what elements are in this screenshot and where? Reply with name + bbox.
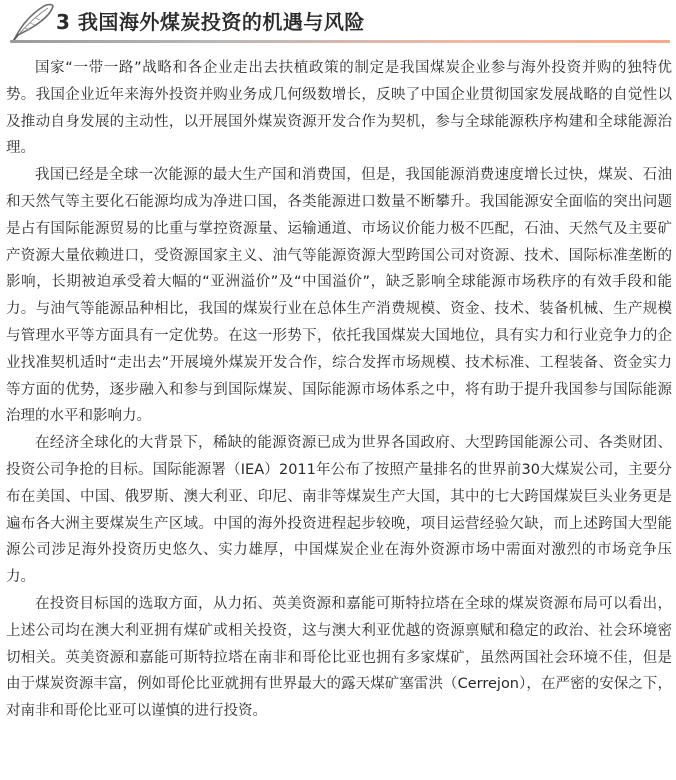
pen-nib-icon — [10, 2, 56, 42]
paragraph-1: 国家“一带一路”战略和各企业走出去扶植政策的制定是我国煤炭企业参与海外投资并购的独特优势。我国企业近年来海外投资并购业务成几何级数增长，反映了中国企业贯彻国家发展战略的自觉性以及推动自身发展的主动性，以开展国外煤炭资源开发合作为契机，参与全球能源秩序构建和全球能源治理。 — [6, 60, 672, 157]
paragraph-2: 我国已经是全球一次能源的最大生产国和消费国，但是，我国能源消费速度增长过快，煤炭、石油和天然气等主要化石能源均成为净进口国，各类能源进口数量不断攀升。我国能源安全面临的突出问题是占有国际能源贸易的比重与掌控资源量、运输通道、市场议价能力极不匹配，石油、天然气及主要矿产资源大量依赖进口，受资源国家主义、油气等能源资源大型跨国公司对资源、技术、国际标准垄断的影响，长期被迫承受着大幅的“亚洲溢价”及“中国溢价”，缺乏影响全球能源市场秩序的有效手段和能力。与油气等能源品种相比，我国的煤炭行业在总体生产消费规模、资金、技术、装备机械、生产规模与管理水平等方面具有一定优势。在这一形势下，依托我国煤炭大国地位，具有实力和行业竞争力的企业找准契机适时“走出去”开展境外煤炭开发合作，综合发挥市场规模、技术标准、工程装备、资金实力等方面的优势，逐步融入和参与到国际煤炭、国际能源市场体系之中，将有助于提升我国参与国际能源治理的水平和影响力。 — [6, 167, 672, 425]
article-body — [6, 55, 672, 725]
section-header — [0, 0, 676, 46]
paragraph-4: 在投资目标国的选取方面，从力拓、英美资源和嘉能可斯特拉塔在全球的煤炭资源布局可以看出，上述公司均在澳大利亚拥有煤矿或相关投资，这与澳大利亚优越的资源禀赋和稳定的政治、社会环境密切相关。英美资源和嘉能可斯特拉塔在南非和哥伦比亚也拥有多家煤矿，虽然两国社会环境不佳，但是由于煤炭资源丰富，例如哥伦比亚就拥有世界最大的露天煤矿塞雷洪（Cerrejon），在严密的安保之下，对南非和哥伦比亚可以谨慎的进行投资。 — [6, 595, 672, 720]
header-divider — [10, 40, 670, 43]
paragraph-3: 在经济全球化的大背景下，稀缺的能源资源已成为世界各国政府、大型跨国能源公司、各类财团、投资公司争抢的目标。国际能源署（IEA）2011年公布了按照产量排名的世界前30大煤炭公司，主要分布在美国、中国、俄罗斯、澳大利亚、印尼、南非等煤炭生产大国，其中的七大跨国煤炭巨头业务更是遍布各大洲主要煤炭生产区域。中国的海外投资进程起步较晚，项目运营经验欠缺，而上述跨国大型能源公司涉足海外投资历史悠久、实力雄厚，中国煤炭企业在海外资源市场中需面对激烈的市场竞争压力。 — [6, 435, 672, 586]
section-title: 3 我国海外煤炭投资的机遇与风险 — [56, 10, 365, 34]
